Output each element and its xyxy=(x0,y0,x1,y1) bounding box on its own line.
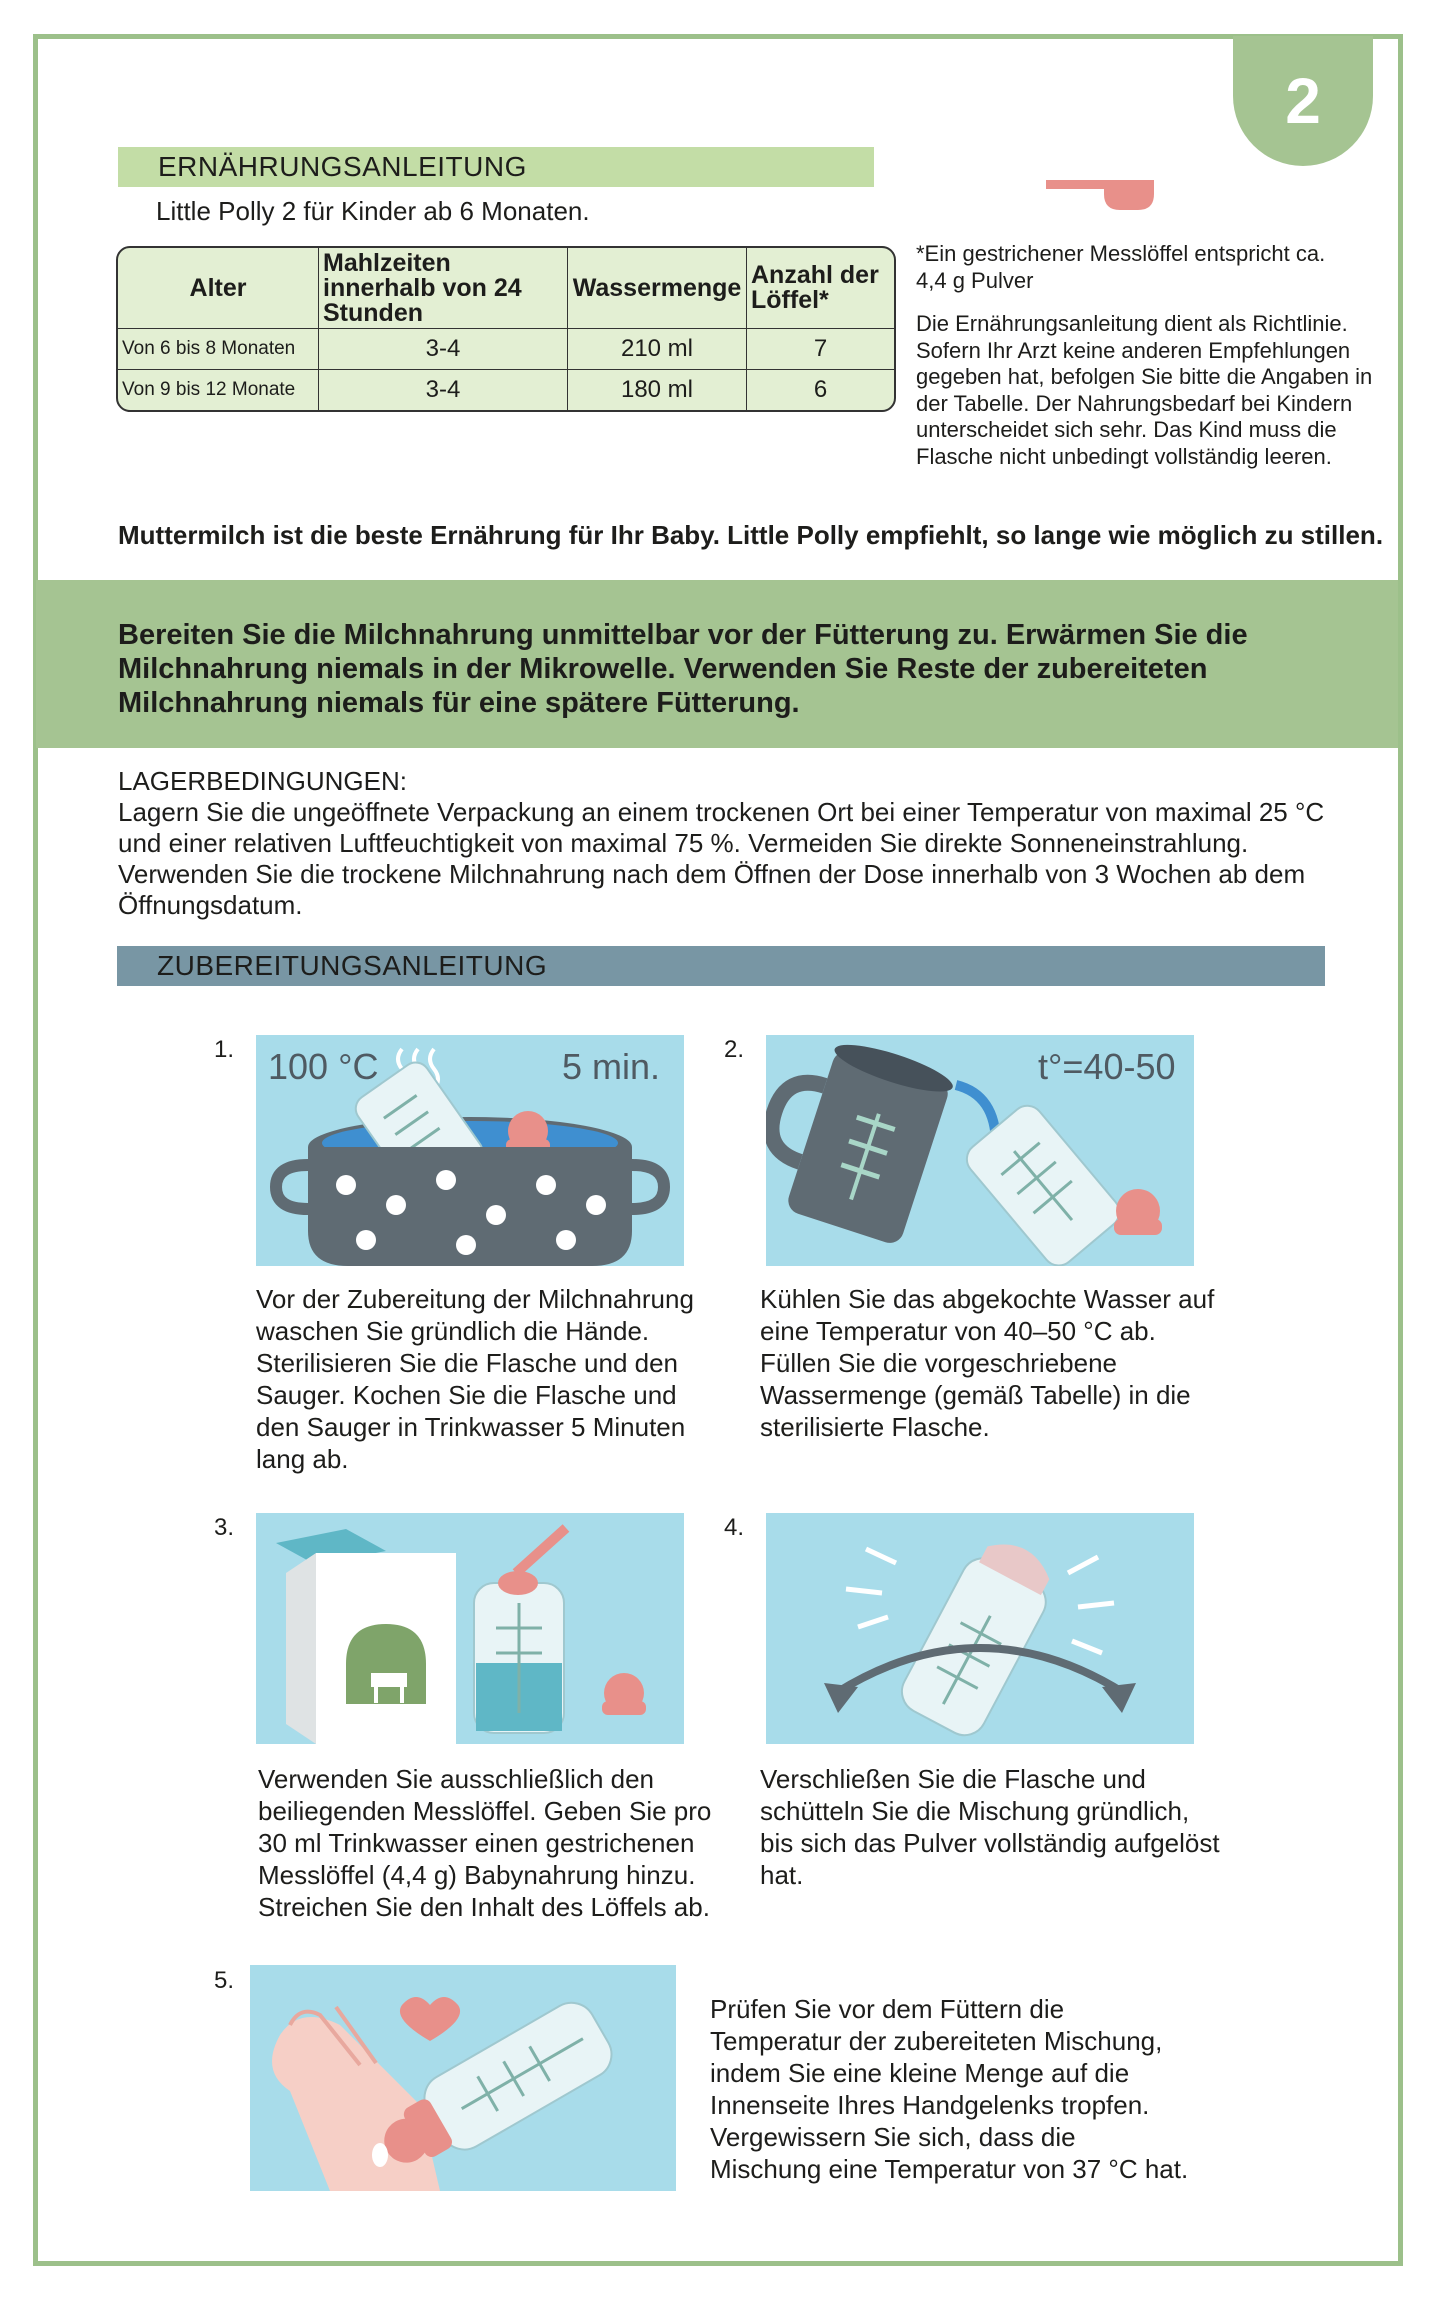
cell-age: Von 6 bis 8 Monaten xyxy=(118,329,319,370)
step-4-text: Verschließen Sie die Flasche und schütteln Sie die Mischung gründlich, bis sich das Pulver vollständig aufgelöst hat. xyxy=(760,1764,1220,1890)
storage-conditions xyxy=(118,766,1358,921)
step-4-illustration xyxy=(766,1513,1194,1744)
cell-scoops: 7 xyxy=(747,329,894,370)
scoop-footnote: *Ein gestrichener Messlöffel entspricht ca. 4,4 g Pulver xyxy=(916,241,1326,293)
shaking-bottle-icon xyxy=(766,1513,1194,1744)
storage-title: LAGERBEDINGUNGEN: xyxy=(118,766,407,796)
guideline-note: Die Ernährungsanleitung dient als Richtlinie. Sofern Ihr Arzt keine anderen Empfehlungen gegeben hat, befolgen Sie bitte die Angaben in der Tabelle. Der Nahrungsbedarf bei Kindern unterscheidet sich sehr. Das Kind muss die Flasche nicht unbedingt vollständig leeren. xyxy=(916,311,1373,469)
step-3-illustration xyxy=(256,1513,684,1744)
step-2-text: Kühlen Sie das abgekochte Wasser auf eine Temperatur von 40–50 °C ab. Füllen Sie die vorgeschriebene Wassermenge (gemäß Tabelle) in die sterilisierte Flasche. xyxy=(760,1284,1215,1442)
step-1-illustration xyxy=(256,1035,684,1266)
step-5-number: 5. xyxy=(214,1967,235,1994)
step-2-illustration xyxy=(766,1035,1194,1266)
feeding-heading: ERNÄHRUNGSANLEITUNG xyxy=(118,147,874,187)
table-header-row xyxy=(118,248,894,329)
feeding-subtitle: Little Polly 2 für Kinder ab 6 Monaten. xyxy=(156,196,590,226)
step-1-time-label: 5 min. xyxy=(562,1046,661,1087)
step-2-number: 2. xyxy=(724,1036,745,1063)
table-row xyxy=(118,370,894,410)
warning-text: Bereiten Sie die Milchnahrung unmittelbar vor der Fütterung zu. Erwärmen Sie die Milchnahrung niemals in der Mikrowelle. Verwenden Sie Reste der zubereiteten Milchnahrung niemals für eine spätere Fütterung. xyxy=(118,619,1248,719)
formula-box-scoop-icon xyxy=(256,1513,684,1744)
cell-meals: 3-4 xyxy=(319,329,568,370)
header-age: Alter xyxy=(118,248,319,329)
boiling-pot-icon xyxy=(256,1035,684,1266)
breastmilk-notice: Muttermilch ist die beste Ernährung für Ihr Baby. Little Polly empfiehlt, so lange wie möglich zu stillen. xyxy=(118,520,1384,550)
page-number-badge: 2 xyxy=(1233,36,1373,166)
header-meals: Mahlzeiten innerhalb von 24 Stunden xyxy=(319,248,568,329)
step-1-text: Vor der Zubereitung der Milchnahrung waschen Sie gründlich die Hände. Sterilisieren Sie die Flasche und den Sauger. Kochen Sie die Flasche und den Sauger in Trinkwasser 5 Minuten lang ab. xyxy=(256,1284,694,1474)
header-scoops: Anzahl der Löffel* xyxy=(747,248,894,329)
wrist-test-icon xyxy=(250,1965,676,2191)
step-5-illustration xyxy=(250,1965,676,2191)
cell-water: 210 ml xyxy=(568,329,747,370)
step-4-number: 4. xyxy=(724,1514,745,1541)
cell-meals: 3-4 xyxy=(319,370,568,410)
cell-scoops: 6 xyxy=(813,376,828,403)
storage-text: Lagern Sie die ungeöffnete Verpackung an einem trockenen Ort bei einer Temperatur von maximal 25 °C und einer relativen Luftfeuchtigkeit von maximal 75 %. Vermeiden Sie direkte Sonneneinstrahlung. Verwenden Sie die trockene Milchnahrung nach dem Öffnen der Dose innerhalb von 3 Wochen ab dem Öffnungsdatum. xyxy=(118,797,1325,920)
feeding-table xyxy=(116,246,896,412)
step-3-text: Verwenden Sie ausschließlich den beiliegenden Messlöffel. Geben Sie pro 30 ml Trinkwasser einen gestrichenen Messlöffel (4,4 g) Babynahrung hinzu. Streichen Sie den Inhalt des Löffels ab. xyxy=(258,1764,712,1922)
step-2-temp-label: t°=40-50 xyxy=(1038,1046,1176,1087)
step-3-number: 3. xyxy=(214,1514,235,1541)
step-1-number: 1. xyxy=(214,1036,235,1063)
kettle-pouring-icon xyxy=(766,1035,1194,1266)
cell-water: 180 ml xyxy=(568,370,747,410)
table-row xyxy=(118,329,894,370)
preparation-heading: ZUBEREITUNGSANLEITUNG xyxy=(117,946,1325,986)
step-5-text: Prüfen Sie vor dem Füttern die Temperatur der zubereiteten Mischung, indem Sie eine kleine Menge auf die Innenseite Ihres Handgelenks tropfen. Vergewissern Sie sich, dass die Mischung eine Temperatur von 37 °C hat. xyxy=(710,1994,1189,2184)
step-1-temp-label: 100 °C xyxy=(268,1046,379,1087)
header-water: Wassermenge xyxy=(568,248,747,329)
measuring-scoop-icon xyxy=(1046,180,1156,216)
cell-age: Von 9 bis 12 Monate xyxy=(118,370,319,410)
